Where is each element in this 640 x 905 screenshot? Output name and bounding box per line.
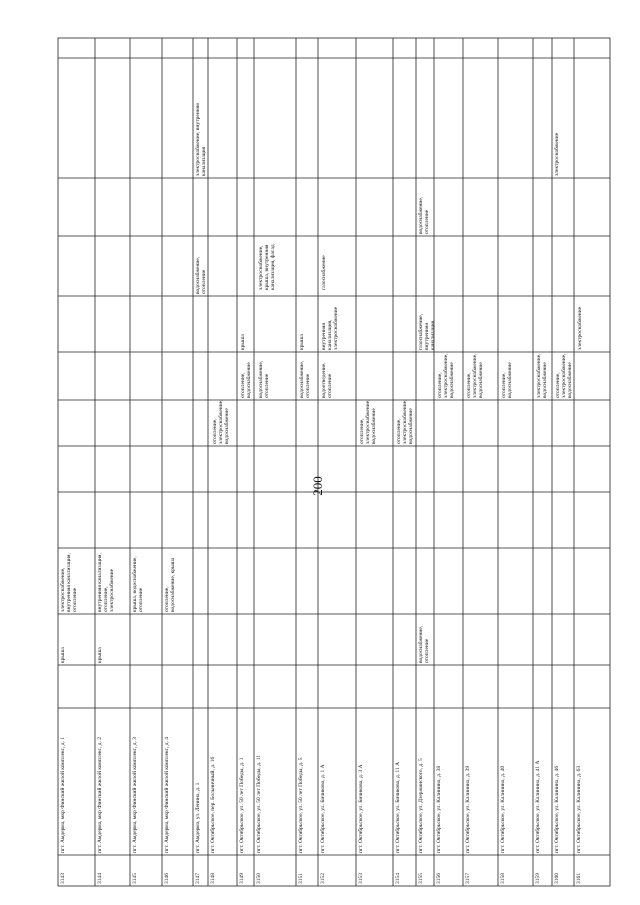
row-id: 3147	[195, 873, 201, 884]
row-id: 3146	[164, 873, 170, 884]
row-cell-works: крыша, водоснабжение, отопление	[132, 556, 145, 612]
row-id: 3158	[500, 873, 506, 884]
row-address: пгт. Октябрьское, ул. Бичикова, д. 11 А	[395, 761, 401, 853]
cell-text: крыша	[299, 334, 305, 350]
row-id: 3149	[239, 873, 245, 884]
cell-text: электроснабжение, крыша, внутренняя канализация, фасад	[258, 244, 277, 290]
row-id: 3148	[210, 873, 216, 884]
row-cell-works: отопление, водоснабжение, крыша	[164, 557, 177, 612]
row-cell-works: внутренняя канализация, отопление, электроснабжение	[97, 553, 116, 612]
row-address: пгт. Октябрьское, ул. Бичикова, д. 3 А	[358, 764, 364, 853]
cell-text: отопление, электроснабжение, водоснабжение	[466, 353, 485, 398]
cell-text: газоснабжение, внутренняя канализация	[418, 313, 437, 350]
row-id: 3151	[298, 873, 304, 884]
row-address: пгт. Октябрьское, пер. Больничный, д. 16	[210, 756, 216, 853]
row-address: пгт. Октябрьское, ул. Калинина, д. 39	[465, 765, 471, 853]
cell-text: отопление, электроснабжение, водоснабжение	[212, 399, 231, 444]
row-id: 3155	[418, 873, 424, 884]
row-id: 3154	[395, 873, 401, 884]
row-id: 3153	[358, 873, 364, 884]
cell-text: водоотведение, отопление	[321, 362, 334, 398]
cell-text: электроснабжение	[577, 306, 583, 350]
row-address: пгт. Октябрьское, ул. 50 лет Победы, д. 1	[239, 757, 245, 853]
cell-text: крыша	[240, 334, 246, 350]
row-address: пгт. Октябрьское, ул. Дзержинского, д. 5	[418, 758, 424, 853]
row-id: 3156	[436, 873, 442, 884]
row-address: пгт. Амдерма, мкр Финский жилой комплекс, д. 1	[60, 736, 66, 853]
row-address: пгт. Амдерма, ул. Ленина, д. 1	[195, 782, 201, 853]
row-address: пгт. Амдерма, мкр Финский жилой комплекс, д. 3	[132, 736, 138, 853]
cell-text: водоснабжение, отопление	[195, 256, 208, 294]
row-address: пгт. Октябрьское, ул. Калинина, д. 41 А	[535, 760, 541, 853]
row-address: пгт. Октябрьское, ул. Калинина, д. 46	[554, 765, 560, 853]
cell-text: отопление, электроснабжение, водоснабжение	[396, 399, 415, 444]
cell-text: отопление, электроснабжение, водоснабжение	[359, 399, 378, 444]
cell-text: электроснабжение, внутренняя канализация	[195, 103, 208, 176]
cell-text: газоснабжение	[321, 255, 327, 290]
cell-text: отопление, водоснабжение	[501, 362, 514, 398]
row-address: пгт. Октябрьское, ул. 50 лет Победы, д. 5	[298, 757, 304, 853]
row-id: 3145	[132, 873, 138, 884]
cell-text: отопление, электроснабжение, водоснабжение	[437, 353, 456, 398]
row-id: 3152	[320, 873, 326, 884]
cell-text: внутренняя канализация, электроснабжение	[321, 306, 340, 350]
row-address: пгт. Амдерма, мкр Финский жилой комплекс, д. 4	[164, 736, 170, 853]
row-address: пгт. Октябрьское, ул. Калинина, д. 40	[500, 765, 506, 853]
cell-text: отопление, водоснабжение	[240, 362, 253, 398]
page-number: 200	[310, 476, 325, 496]
row-address: пгт. Амдерма, мкр Финский жилой комплекс, д. 2	[97, 736, 103, 853]
row-address: пгт. Октябрьское, ул. 50 лет Победы, д. 11	[256, 754, 262, 853]
row-id: 3150	[256, 873, 262, 884]
row-cell-works: электроснабжение, внутренняя канализация, отопление	[60, 553, 79, 612]
row-id: 3143	[60, 873, 66, 884]
cell-text: водоснабжение, отопление	[258, 360, 271, 398]
cell-text: водоснабжение, отопление	[418, 196, 431, 234]
cell-text: электроснабжение, водоснабжение	[536, 353, 549, 398]
cell-text: водоснабжение, отопление	[299, 360, 312, 398]
row-address: пгт. Октябрьское, ул. Калинина, д. 38	[436, 765, 442, 853]
row-id: 3160	[554, 873, 560, 884]
row-address: пгт. Октябрьское, ул. Калинина, д. 63	[576, 765, 582, 853]
cell-text: электроснабжение	[554, 132, 560, 176]
row-id: 3144	[97, 873, 103, 884]
row-cell-roof: крыша	[60, 647, 66, 663]
cell-text: отопление, электроснабжение, водоснабжение	[555, 353, 574, 398]
row-id: 3157	[465, 873, 471, 884]
row-id: 3161	[576, 873, 582, 884]
row-cell-roof: водоснабжение, отопление	[418, 625, 431, 663]
row-address: пгт. Октябрьское, ул. Бичикова, д. 1 А	[320, 764, 326, 853]
row-id: 3159	[535, 873, 541, 884]
row-cell-roof: крыша	[97, 647, 103, 663]
